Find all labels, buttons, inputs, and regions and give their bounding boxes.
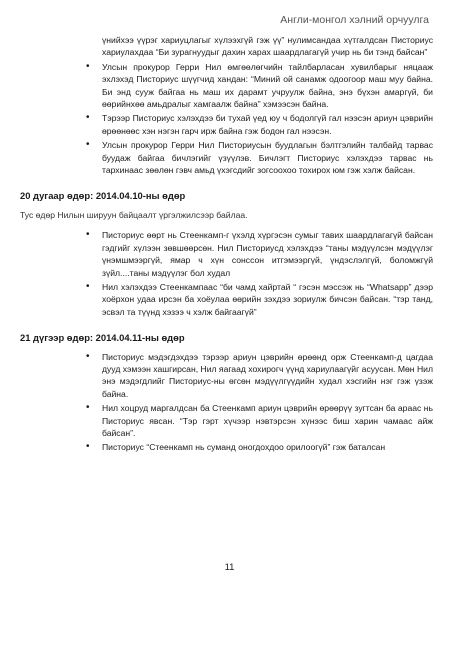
list-item-text: Писториус мэдэгдэхдээ тэрээр ариун цэврийн өрөөнд орж Стеенкамп-д цагдаа дууд хэмээн хашгирсан, Нил яагаад хохирогч үүнд хариулаагүйг асуусан. Мөн Нил энэ мэдэгдлийг Писториус-ны өгсөн мэдүүлгүүдийн худал хэсгийн нэг гэж үзэж байна.	[102, 351, 433, 399]
list-item	[20, 229, 433, 279]
list-item	[20, 441, 433, 453]
list-item-text: Нил хэлэхдээ Стеенкампаас “би чамд хайртай “ гэсэн мэссэж нь “Whatsapp” дээр хоёрхон удаа ирсэн ба хоёулаа өөрийн зэхдээ зориулж бичсэн байсан. “тэр танд, эсвэл та түүнд хэзээ ч хэлж байгаагүй”	[102, 281, 433, 317]
bullet-icon: •	[86, 60, 90, 72]
page-number: 11	[224, 562, 235, 573]
section-heading: 20 дугаар өдөр: 2014.04.10-ны өдөр	[20, 190, 186, 202]
list-item-text: үнийхээ үүрэг хариуцлагыг хүлээхгүй гэж үү” нулимсандаа хүтгалдсан Писториус хариулахдаа “Би зурагнуудыг дахин харах шаардлагагүй учир нь би тэнд байсан”	[102, 35, 433, 58]
list-item	[20, 112, 433, 137]
document-body	[20, 34, 433, 456]
running-header: Англи-монгол хэлний орчуулга	[280, 14, 429, 26]
list-item	[20, 34, 433, 59]
section2-bullet-list	[20, 351, 433, 454]
bullet-icon: •	[86, 441, 90, 453]
bullet-icon: •	[86, 280, 90, 292]
list-item-text: Писториус өөрт нь Стеенкамп-г үхэлд хүргэсэн сумыг тавих шаардлагагүй байсан гэдгийг хүлээн зөвшөөрсөн. Нил Писториуcд хэлэхдээ “таны мэдүүлсэн мэдүүлэг үнэмшмээргүй, ямар ч хүн сонссон итгэмээргүй, үндэслэлгүй, боломжгүй зүйл....таны мэдүүлэг бол худал	[102, 230, 433, 278]
list-item-text: Тэрээр Писториус хэлэхдээ би тухай үед юу ч бодолгүй гал нээсэн ариун цэврийн өрөөнөөс хэн нэгэн гарч ирж байна гэж бодон гал нээсэн.	[102, 113, 433, 136]
bullet-icon: •	[86, 402, 90, 414]
section1-bullet-list	[20, 229, 433, 318]
section-intro: Тус өдөр Нилын шируун байцаалт үргэлжилсээр байлаа.	[20, 209, 248, 220]
section-heading: 21 дүгээр өдөр: 2014.04.11-ны өдөр	[20, 332, 185, 344]
list-item-text: Улсын прокурор Герри Нил Писториусын буудлагын бэлтгэлийн талбайд тарвас буудаж байгаа бичлэгийг үзүүлэв. Бичлэгт Писториус хэлэхдээ тарвас нь тархинаас зөөлөн гэвч амьд үхэгсдийг зогсоохоо тохирох юм гэж хэлж байсан.	[102, 140, 433, 176]
list-item	[20, 61, 433, 111]
list-item-text: Писториус “Стеенкамп нь суманд оногдохдоо орилоогүй” гэж баталсан	[102, 442, 386, 453]
list-item-text: Нил хоцруд маргалдсан ба Стеенкамп ариун цэврийн өрөөрүү зугтсан ба араас нь Писториус явсан. “Тэр гэрт хүчээр нэвтэрсэн хүнээс биш харин чамаас айж байсан”.	[102, 403, 433, 438]
top-bullet-list	[20, 34, 433, 176]
list-item-text: Улсын прокурор Герри Нил өмгөөлөгчийн тайлбарласан хувилбарыг няцааж эхлэхэд Писториус шүүгчид хандан: “Миний ой санамж одоогоор маш муу байна. Би энд сууж байгаа нь маш их дарамт учруулж байна, энэ бүхэн амаргүй, би өөрийнхөө амьдралыг хамгаалж байна” хэмээсэн байна.	[102, 61, 433, 110]
list-item	[20, 351, 433, 401]
bullet-icon: •	[86, 350, 90, 362]
list-item	[20, 402, 433, 439]
bullet-icon: •	[86, 139, 90, 151]
bullet-icon: •	[86, 112, 90, 124]
bullet-icon: •	[86, 229, 90, 241]
list-item	[20, 281, 433, 318]
list-item	[20, 139, 433, 176]
